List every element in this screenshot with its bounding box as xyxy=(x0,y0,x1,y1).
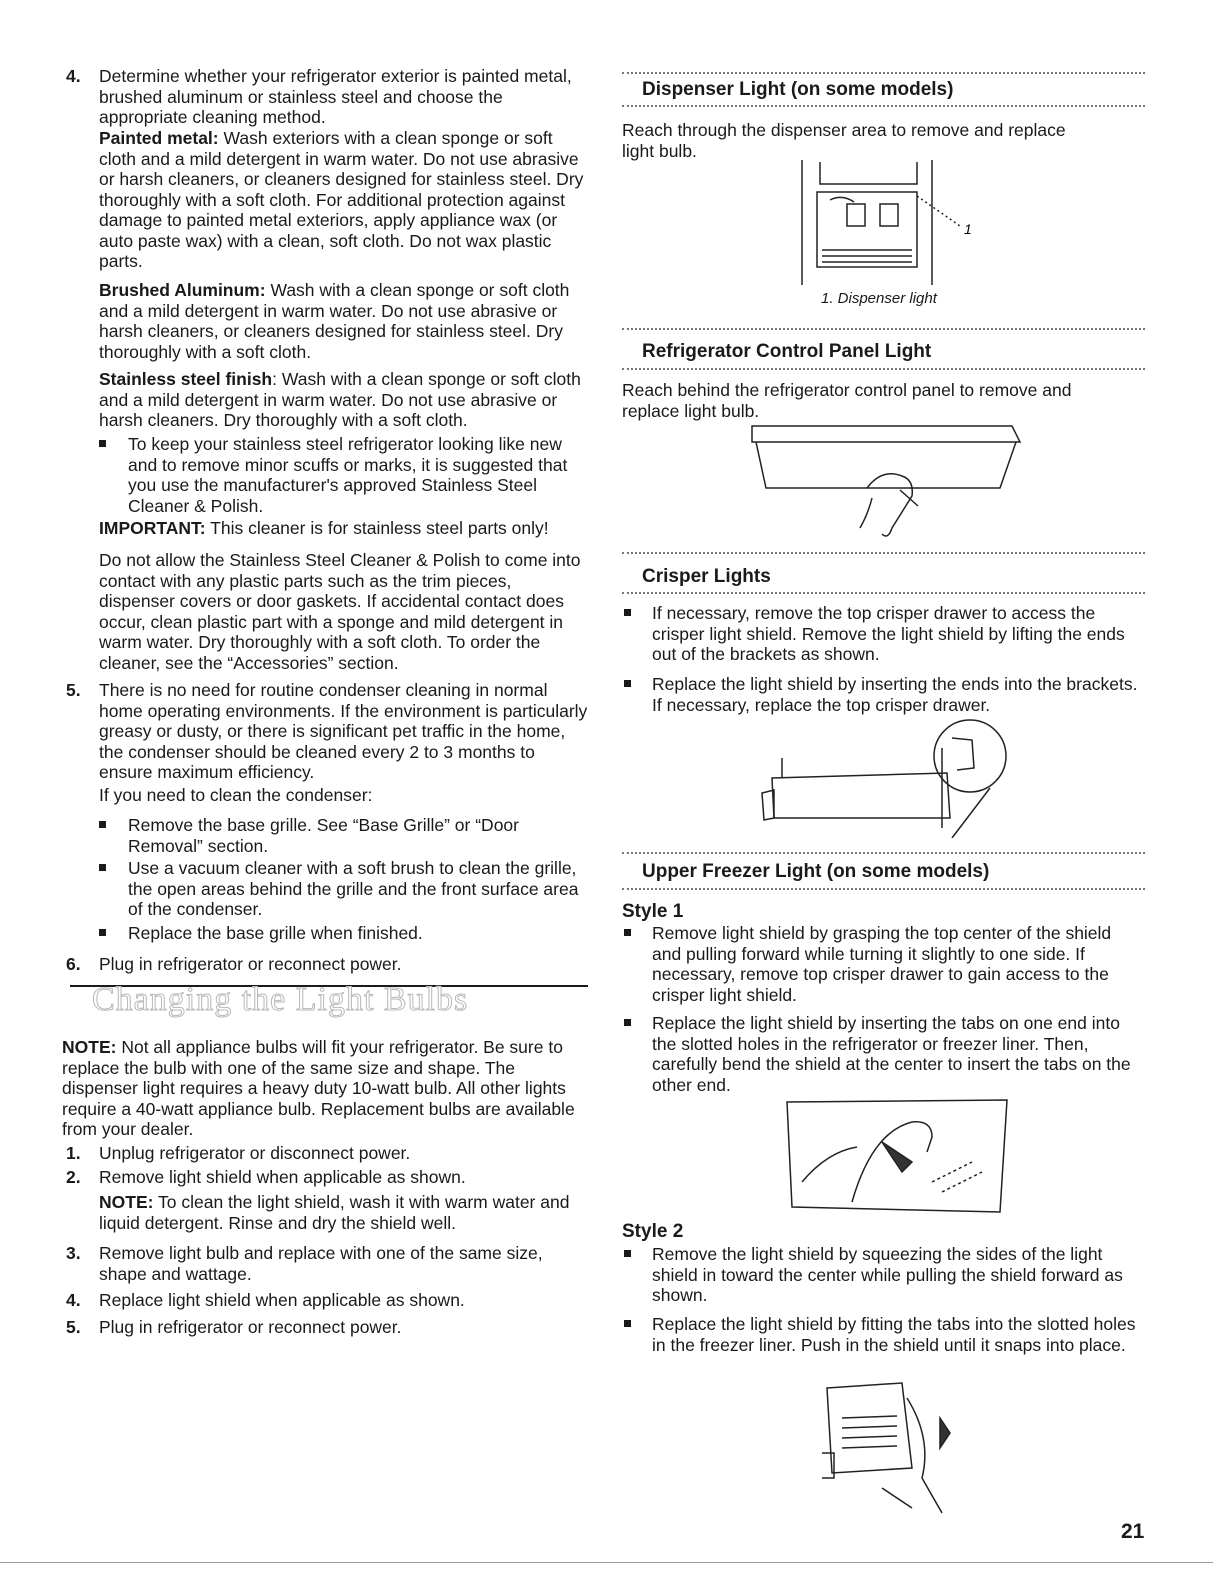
dispenser-light-illustration xyxy=(792,160,972,288)
divider xyxy=(622,552,1145,554)
stainless-bullet: To keep your stainless steel refrigerator looking like new and to remove minor scuffs or marks, it is suggested that you use the manufacturer's approved Stainless Steel Cleaner & Polish. xyxy=(128,434,568,516)
step-number: 6. xyxy=(66,954,81,974)
subheading: Style 1 xyxy=(622,901,684,922)
list-item: Remove the light shield by squeezing the sides of the light shield in toward the center while pulling the shield forward as shown. xyxy=(652,1244,1123,1305)
section-heading: Upper Freezer Light (on some models) xyxy=(642,861,990,882)
divider xyxy=(622,852,1145,854)
step-number: 4. xyxy=(66,1290,81,1310)
callout-label: 1 xyxy=(964,221,972,237)
important-paragraph xyxy=(99,518,588,539)
stainless-label: Stainless steel finish xyxy=(99,369,273,389)
step-number: 5. xyxy=(66,1317,81,1337)
section-title: Changing the Light Bulbs xyxy=(92,981,469,1018)
painted-metal-text: Wash exteriors with a clean sponge or soft cloth and a mild detergent in warm water. Do not use abrasive or harsh cleaners, or cleaners designed for stainless steel. Dry thoroughly with a soft cloth. For additional protection against damage to painted metal exteriors, apply appliance wax (or auto paste wax) with a clean, soft cloth. Do not wax plastic parts. xyxy=(99,128,584,271)
divider xyxy=(0,1562,1213,1563)
important-text: This cleaner is for stainless steel parts only! xyxy=(210,518,549,538)
list-item: Plug in refrigerator or reconnect power. xyxy=(99,1317,402,1337)
control-panel-illustration xyxy=(742,418,1042,548)
brushed-aluminum-paragraph xyxy=(99,280,588,362)
list-item: If necessary, remove the top crisper drawer to access the crisper light shield. Remove the light shield by lifting the ends out of the brackets as shown. xyxy=(652,603,1125,664)
step-number: 2. xyxy=(66,1167,81,1187)
note-text: To clean the light shield, wash it with warm water and liquid detergent. Rinse and dry the shield well. xyxy=(99,1192,570,1233)
page-number: 21 xyxy=(1121,1520,1145,1543)
divider xyxy=(622,368,1145,370)
list-item: Remove light bulb and replace with one of the same size, shape and wattage. xyxy=(99,1243,543,1284)
divider xyxy=(622,328,1145,330)
paragraph: There is no need for routine condenser cleaning in normal home operating environments. If the environment is particularly greasy or dusty, or there is significant pet traffic in the home, the condenser should be cleaned every 2 to 3 months to ensure maximum efficiency. xyxy=(99,680,588,782)
brushed-aluminum-text: Wash with a clean sponge or soft cloth and a mild detergent in warm water. Do not use abrasive or harsh cleaners, or cleaners designed for stainless steel. Dry thoroughly with a soft cloth. xyxy=(99,280,570,362)
painted-metal-label: Painted metal: xyxy=(99,128,219,148)
list-item: Replace the light shield by inserting the ends into the brackets. If necessary, replace the top crisper drawer. xyxy=(652,674,1138,715)
stainless-paragraph xyxy=(99,369,588,431)
step-number: 5. xyxy=(66,680,81,700)
note-text: Not all appliance bulbs will fit your refrigerator. Be sure to replace the bulb with one of the same size and shape. The dispenser light requires a heavy duty 10-watt bulb. All other lights require a 40-watt appliance bulb. Replacement bulbs are available from your dealer. xyxy=(62,1037,575,1139)
bullet-icon xyxy=(624,1320,631,1327)
note-paragraph xyxy=(99,1192,588,1233)
note-label: NOTE: xyxy=(99,1192,154,1212)
paragraph: Reach through the dispenser area to remove and replace light bulb. xyxy=(622,120,1066,161)
bullet-icon xyxy=(624,609,631,616)
list-item: Remove the base grille. See “Base Grille” or “Door Removal” section. xyxy=(128,815,519,856)
bullet-icon xyxy=(99,821,106,828)
freezer-light-style2-illustration xyxy=(812,1378,972,1518)
section-heading: Refrigerator Control Panel Light xyxy=(642,341,932,362)
paragraph: Determine whether your refrigerator exterior is painted metal, brushed aluminum or stainless steel and choose the appropriate cleaning method. xyxy=(99,66,572,127)
paragraph: Plug in refrigerator or reconnect power. xyxy=(99,954,402,974)
step-number: 3. xyxy=(66,1243,81,1263)
bullet-icon xyxy=(624,1250,631,1257)
divider xyxy=(622,888,1145,890)
list-item: Replace the light shield by inserting the tabs on one end into the slotted holes in the refrigerator or freezer liner. Then, carefully bend the shield at the center to insert the tabs on the other end. xyxy=(652,1013,1131,1095)
divider xyxy=(622,592,1145,594)
list-item: Unplug refrigerator or disconnect power. xyxy=(99,1143,411,1163)
important-label: IMPORTANT: xyxy=(99,518,206,538)
contact-paragraph: Do not allow the Stainless Steel Cleaner & Polish to come into contact with any plastic parts such as the trim pieces, dispenser covers or door gaskets. If accidental contact does occur, clean plastic part with a sponge and mild detergent in warm water. Dry thoroughly with a soft cloth. To order the cleaner, see the “Accessories” section. xyxy=(99,550,581,673)
bullet-icon xyxy=(99,440,106,447)
bullet-icon xyxy=(99,864,106,871)
stainless-text: : Wash with a clean sponge or soft cloth and a mild detergent in warm water. Do not use abrasive or harsh cleaners. Dry thoroughly with a soft cloth. xyxy=(99,369,581,430)
figure-caption: 1. Dispenser light xyxy=(821,290,937,307)
section-heading: Dispenser Light (on some models) xyxy=(642,79,954,100)
bullet-icon xyxy=(624,929,631,936)
list-item: Remove light shield by grasping the top center of the shield and pulling forward while turning it slightly to one side. If necessary, remove top crisper drawer to gain access to the crisper light shield. xyxy=(652,923,1112,1005)
step-number: 4. xyxy=(66,66,81,86)
divider xyxy=(622,72,1145,74)
bullet-icon xyxy=(624,1019,631,1026)
list-item: Use a vacuum cleaner with a soft brush to clean the grille, the open areas behind the grille and the front surface area of the condenser. xyxy=(128,858,579,919)
paragraph: Reach behind the refrigerator control panel to remove and replace light bulb. xyxy=(622,380,1072,421)
subheading: Style 2 xyxy=(622,1221,684,1242)
brushed-aluminum-label: Brushed Aluminum: xyxy=(99,280,266,300)
divider xyxy=(622,105,1145,107)
painted-metal-paragraph xyxy=(99,128,588,272)
note-paragraph xyxy=(62,1037,588,1140)
bullet-icon xyxy=(99,929,106,936)
step-number: 1. xyxy=(66,1143,81,1163)
bullet-icon xyxy=(624,680,631,687)
crisper-light-illustration xyxy=(752,718,1022,838)
list-item: Replace light shield when applicable as shown. xyxy=(99,1290,465,1310)
note-label: NOTE: xyxy=(62,1037,117,1057)
list-item: Replace the light shield by fitting the tabs into the slotted holes in the freezer liner. Push in the shield until it snaps into place. xyxy=(652,1314,1136,1355)
paragraph: If you need to clean the condenser: xyxy=(99,785,373,805)
freezer-light-style1-illustration xyxy=(782,1092,1022,1214)
list-item: Remove light shield when applicable as shown. xyxy=(99,1167,466,1187)
section-heading: Crisper Lights xyxy=(642,566,771,587)
list-item: Replace the base grille when finished. xyxy=(128,923,423,943)
